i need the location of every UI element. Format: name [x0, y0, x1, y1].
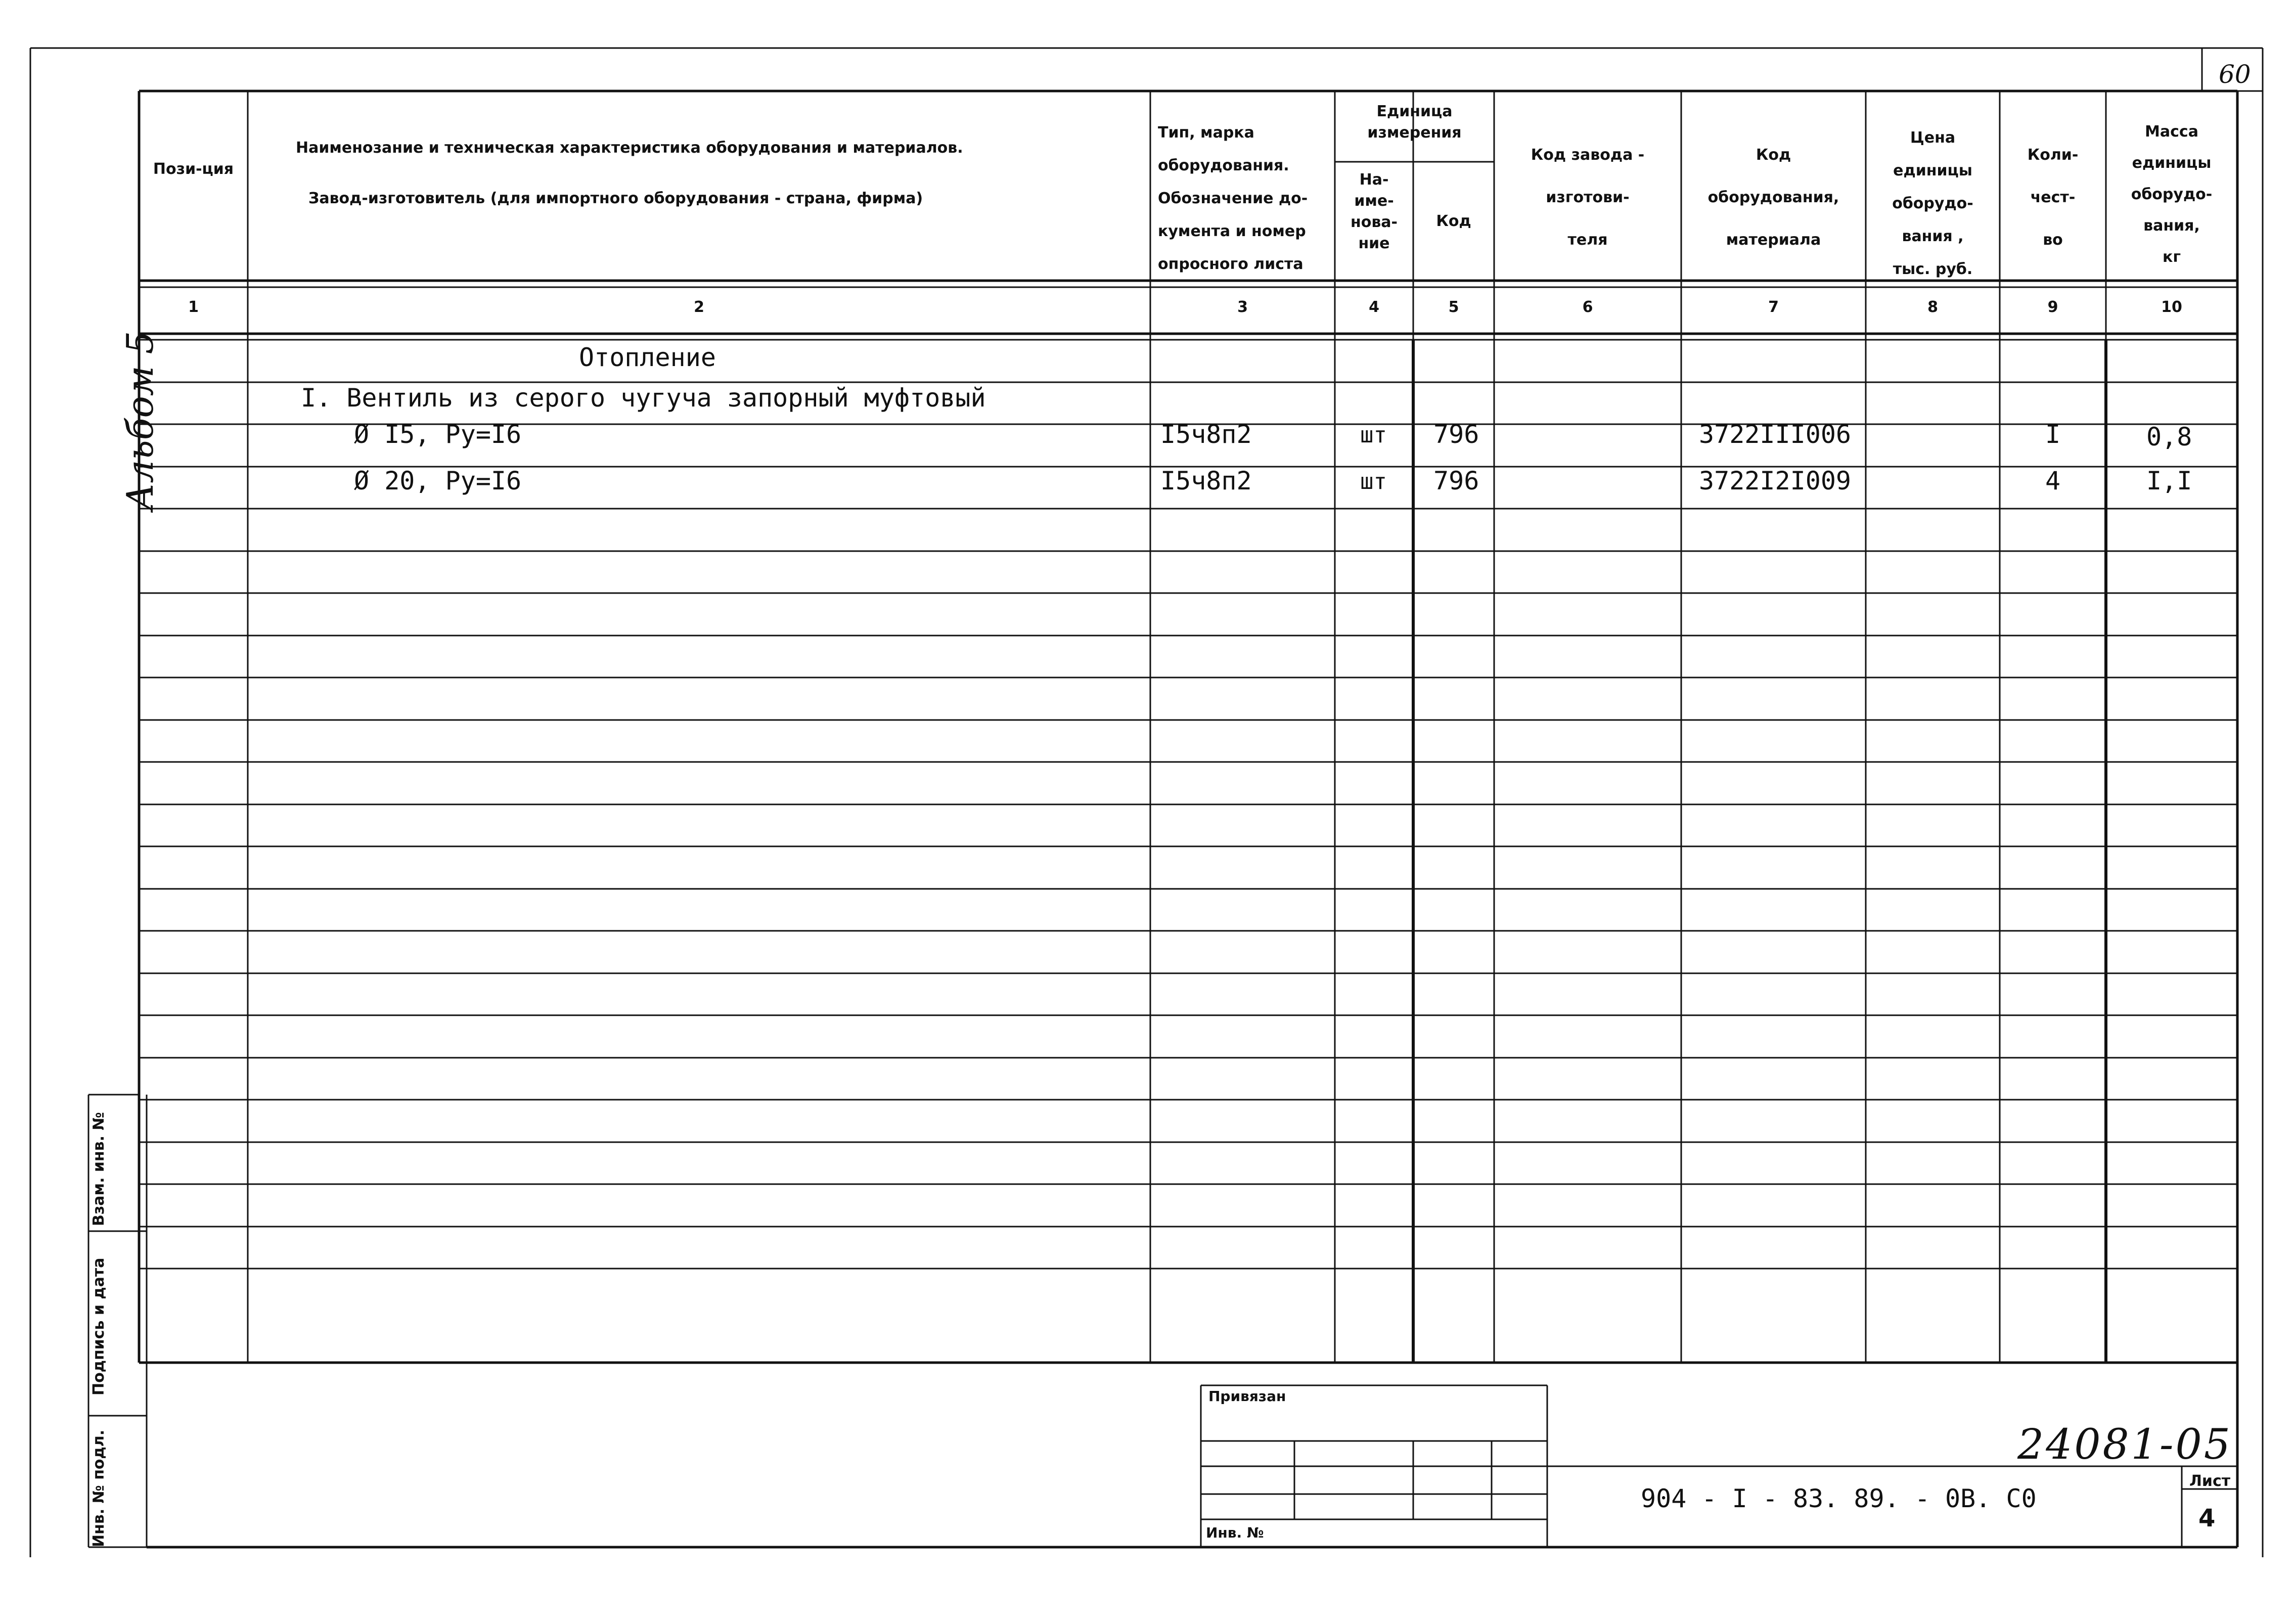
row-item-name: Ø 20, Ру=I6	[354, 466, 522, 495]
row-item-unit-code: 796	[1433, 420, 1479, 449]
document-designation: 904 - I - 83. 89. - 0В. С0	[1641, 1484, 2037, 1513]
header-unit-group: Единица измерения	[1367, 103, 1462, 142]
stamp-original-inv: Инв. № подл.	[90, 1429, 108, 1547]
colnum-8: 8	[1927, 298, 1938, 316]
header-name-line2: Завод-изготовитель (для импортного оборудования - страна, фирма)	[308, 190, 923, 207]
row-item-type: I5ч8п2	[1160, 420, 1252, 449]
row-item-qty: I	[2045, 420, 2061, 449]
sheet-label: Лист	[2189, 1472, 2231, 1490]
row-item-equip-code: 3722III006	[1699, 420, 1852, 449]
colnum-5: 5	[1448, 298, 1459, 316]
section-title: Отопление	[579, 343, 716, 372]
header-mass: Масса единицы оборудо- вания, кг	[2131, 123, 2213, 266]
row-item-name: Ø I5, Ру=I6	[354, 420, 522, 449]
colnum-4: 4	[1369, 298, 1379, 316]
album-note: Альбом 5	[119, 331, 161, 511]
header-factory-code: Код завода - изготови- теля	[1531, 146, 1645, 249]
row-item-type: I5ч8п2	[1160, 466, 1252, 495]
colnum-10: 10	[2161, 298, 2182, 316]
document-number: 24081-05	[2017, 1421, 2232, 1469]
stamp-replaced-inv: Взам. инв. №	[90, 1112, 108, 1226]
header-type: Тип, марка оборудования. Обозначение до- кумента и номер опросного листа	[1158, 124, 1308, 273]
row-item-unit: шт	[1360, 469, 1387, 494]
colnum-3: 3	[1237, 298, 1248, 316]
row-item-mass: I,I	[2146, 466, 2192, 495]
header-unit-code: Код	[1436, 212, 1471, 230]
row-item-unit: шт	[1360, 422, 1387, 448]
item-title: I. Вентиль из серого чугуча запорный муфтовый	[301, 383, 986, 413]
colnum-7: 7	[1768, 298, 1779, 316]
colnum-2: 2	[694, 298, 704, 316]
header-equipment-code: Код оборудования, материала	[1707, 146, 1839, 249]
row-item-mass: 0,8	[2146, 422, 2192, 452]
linked-label: Привязан	[1208, 1388, 1286, 1405]
row-item-qty: 4	[2045, 466, 2061, 495]
colnum-6: 6	[1582, 298, 1593, 316]
sheet-number: 4	[2198, 1504, 2216, 1532]
colnum-9: 9	[2047, 298, 2058, 316]
row-item-equip-code: 3722I2I009	[1699, 466, 1852, 495]
colnum-1: 1	[188, 298, 199, 316]
header-unit-name: На- име- нова- ние	[1350, 171, 1398, 252]
header-quantity: Коли- чест- во	[2027, 146, 2079, 249]
header-price: Цена единицы оборудо- вания , тыс. руб.	[1892, 129, 1973, 278]
stamp-signature-date: Подпись и дата	[90, 1257, 108, 1395]
header-position: Пози-ция	[153, 160, 234, 178]
row-item-unit-code: 796	[1433, 466, 1479, 495]
inventory-label: Инв. №	[1206, 1524, 1264, 1541]
page-number: 60	[2219, 60, 2251, 89]
header-name-line1: Наименозание и техническая характеристика оборудования и материалов.	[296, 139, 963, 157]
